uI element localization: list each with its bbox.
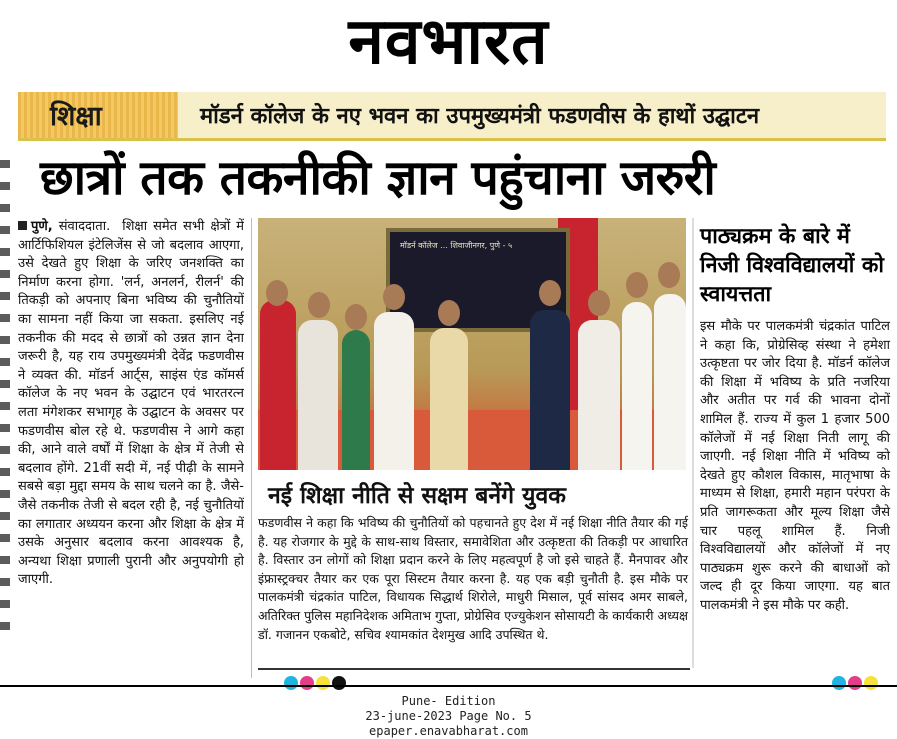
middle-column-rule <box>258 668 690 670</box>
person-head <box>658 262 680 288</box>
yellow-dot <box>864 676 878 690</box>
person-head <box>626 272 648 298</box>
edition-label: Pune- Edition <box>401 694 496 708</box>
headline: छात्रों तक तकनीकी ज्ञान पहुंचाना जरुरी <box>40 150 716 206</box>
middle-column-article <box>258 514 688 664</box>
sidebar-text: इस मौके पर पालकमंत्री चंद्रकांत पाटिल ने कहा कि, प्रोग्रेसिव्ह संस्था ने हमेशा उत्कृष्टता पर जोर दिया है. मॉडर्न कॉलेज की शिक्षा में भविष्य के प्रति नजरिया और अतीत पर गर्व की भावना दोनों शामिल हैं. राज्य में कुल 1 हजार 500 कॉलेजों में नई शिक्षा निती लागू की जाएगी. नई शिक्षा नीति में भविष्य को देखते हुए कौशल विकास, मातृभाषा के माध्यम से शिक्षा, हमारी महान परंपरा के प्रति जागरूकता और मूल्य शिक्षा जैसे चार पहलू शामिल हैं. निजी विश्वविद्यालयों और कॉलेजों में नए पाठ्यक्रम शुरू करने की बाधाओं को जल्द ही दूर किया जाएगा. यह बात पालकमंत्री ने इस मौके पर कही. <box>700 319 890 613</box>
black-dot <box>332 676 346 690</box>
person <box>530 310 570 470</box>
person <box>260 300 296 470</box>
topic-tag <box>18 92 178 138</box>
person-head <box>266 280 288 306</box>
column-divider <box>251 218 252 678</box>
footer-rule <box>0 685 897 687</box>
plaque-text: मॉडर्न कॉलेज ... शिवाजीनगर, पुणे - ५ <box>400 241 513 250</box>
person-head <box>438 300 460 326</box>
person <box>374 312 414 470</box>
subheadline: नई शिक्षा नीति से सक्षम बनेंगे युवक <box>268 483 566 509</box>
person-head <box>588 290 610 316</box>
cyan-dot <box>284 676 298 690</box>
person-head <box>308 292 330 318</box>
bullet-square-icon <box>18 221 27 230</box>
newspaper-logo: नवभारत <box>348 5 549 79</box>
magenta-dot <box>300 676 314 690</box>
left-column-article <box>18 218 244 684</box>
person <box>298 320 338 470</box>
cyan-dot <box>832 676 846 690</box>
adjacent-column-edge <box>0 160 10 630</box>
sidebar-body <box>700 318 890 663</box>
person <box>342 330 370 470</box>
masthead <box>0 0 897 86</box>
person-head <box>345 304 367 330</box>
person <box>622 302 652 470</box>
event-photo <box>258 218 686 470</box>
yellow-dot <box>316 676 330 690</box>
byline: संवाददाता. <box>58 219 111 234</box>
sidebar-title: पाठ्यक्रम के बारे में निजी विश्वविद्यालयों को स्वायत्तता <box>700 224 884 307</box>
person <box>654 294 686 470</box>
site-url[interactable]: epaper.enavabharat.com <box>369 724 528 738</box>
middle-column-body: फडणवीस ने कहा कि भविष्य की चुनौतियों को पहचानते हुए देश में नई शिक्षा नीति तैयार की गई है. यह रोजगार के मुद्दे के साथ-साथ विस्तार, समावेशिता और उत्कृष्टता की तिकड़ी पर आधारित है. विस्तार उन लोगों को शिक्षा प्रदान करने के लिए महत्वपूर्ण है जो इसे चाहते हैं. मैनपावर और इंफ्रास्ट्रक्चर तैयार कर एक पूरा सिस्टम तैयार करना है. यह एक बड़ी चुनौती है. इस मौके पर पालकमंत्री चंद्रकांत पाटिल, विधायक सिद्धार्थ शिरोले, माधुरी मिसाल, पूर्व सांसद अमर साबले, अतिरिक्त पुलिस महानिदेशक अमिताभ गुप्ता, प्रोग्रेसिव एज्युकेशन सोसायटी के कार्यकारी अध्यक्ष डॉ. गजानन एकबोटे, सचिव श्यामकांत देशमुख आदि उपस्थित थे. <box>258 515 688 642</box>
dateline: पुणे, <box>31 219 53 234</box>
magenta-dot <box>848 676 862 690</box>
topic-title: मॉडर्न कॉलेज के नए भवन का उपमुख्यमंत्री फडणवीस के हाथों उद्घाटन <box>200 104 760 129</box>
person-head <box>383 284 405 310</box>
date-page-label: 23-june-2023 Page No. 5 <box>365 709 532 723</box>
left-column-body: शिक्षा समेत सभी क्षेत्रों में आर्टिफिशियल इंटेलिजेंस से जो बदलाव आएगा, उसे देखते हुए शिक्षा के जरिए जनशक्ति का निर्माण करना होगा. 'लर्न, अनलर्न, रीलर्न' की तिकड़ी को अपनाए बिना भविष्य की चुनौतियों का सामना नहीं किया जा सकता. इसलिए नई तकनीक की मदद से छात्रों को उन्नत ज्ञान देना जरूरी है, यह राय उपमुख्यमंत्री देवेंद्र फडणवीस ने व्यक्त की. मॉडर्न आर्ट्स, साइंस एंड कॉमर्स कॉलेज के नए भवन के उद्घाटन एवं भारतरत्न लता मंगेशकर सभागृह के उद्घाटन के अवसर पर फडणवीस बोल रहे थे. फडणवीस ने आगे कहा की, आने वाले वर्षों में शिक्षा के क्षेत्र में तेजी से बदलाव होंगे. 21वीं सदी में, नई पीढ़ी के सामने सबसे बड़ा मुद्दा समय के साथ चलने का है. जैसे-जैसे तकनीक तेजी से बदल रही है, नई चुनौतियों का लगातार अध्ययन करना और शिक्षा के क्षेत्र में उसके अनुसार बदलाव करना आवश्यक है, अन्यथा शिक्षा प्रणाली पुरानी और अनुपयोगी हो जाएगी. <box>18 219 244 588</box>
person <box>430 328 468 470</box>
topic-tag-label: शिक्षा <box>50 101 102 132</box>
person-head <box>539 280 561 306</box>
footer <box>0 694 897 739</box>
person <box>578 320 620 470</box>
